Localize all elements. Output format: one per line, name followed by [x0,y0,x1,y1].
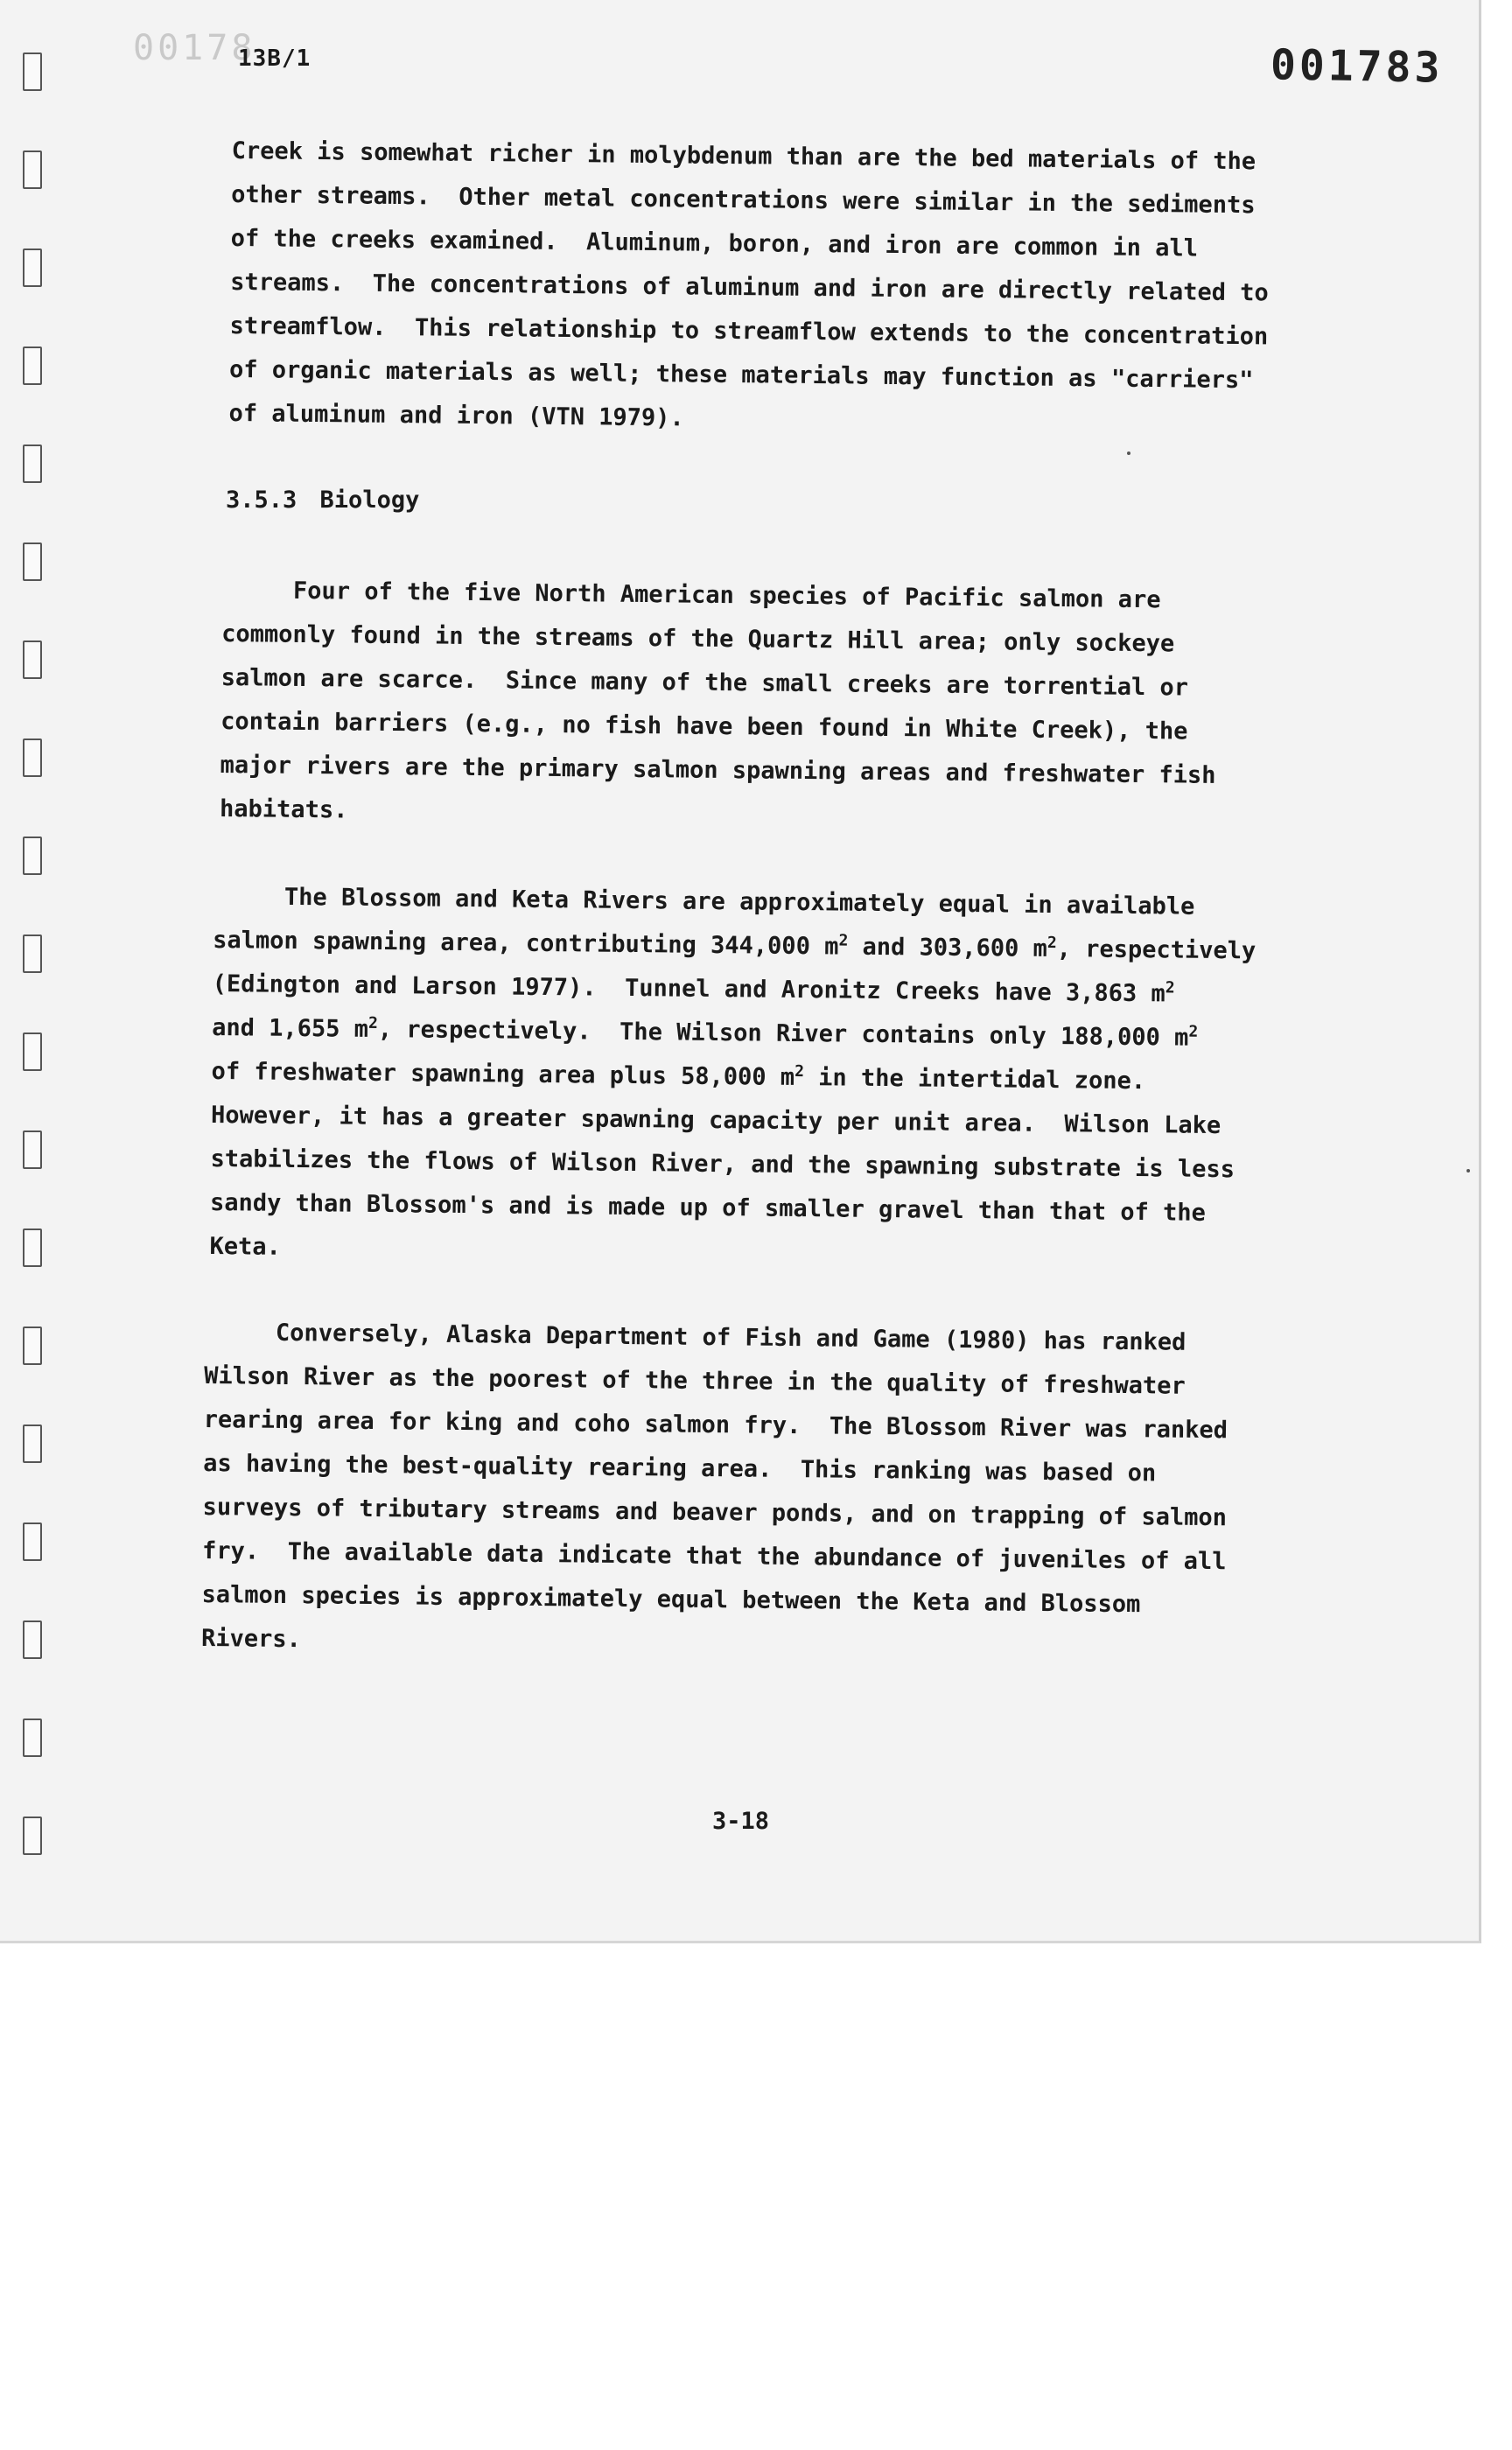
text-line: habitats. [219,794,348,824]
text-line: Wilson River as the poorest of the three in the quality of freshwater [204,1362,1186,1400]
punch-hole [23,934,42,973]
text-line: as having the best-quality rearing area. This ranking was based on [203,1449,1157,1488]
faint-stamp-number: 00178 [133,28,256,68]
paragraph-biology [220,569,1218,842]
section-number: 3.5.3 [226,486,298,514]
text-line: Rivers. [200,1624,302,1654]
section-title: Biology [319,486,420,514]
text-line: of freshwater spawning area plus 58,000 $m^2$ in the intertidal zone. [211,1057,1146,1096]
text-line: and 1,655 $m^2$, respectively. The Wilson River contains only 188,000 $m^2$ [212,1013,1199,1052]
text-line: rearing area for king and coho salmon fry. The Blossom River was ranked [203,1405,1228,1445]
text-line: salmon are scarce. Since many of the small creeks are torrential or [220,663,1189,702]
punch-hole [23,52,42,91]
section-heading [226,486,419,514]
punch-hole [23,1424,42,1463]
punch-hole [23,1620,42,1659]
punch-hole [23,248,42,287]
punch-hole [23,1816,42,1855]
paragraph-rearing-area [201,1311,1229,1671]
paragraph-spawning-area [209,875,1256,1279]
text-line: Keta. [209,1232,281,1261]
text-line: surveys of tributary streams and beaver ponds, and on trapping of salmon [202,1493,1228,1532]
punch-hole [23,1228,42,1267]
text-line: salmon species is approximately equal between the Keta and Blossom [201,1580,1141,1619]
text-line: streamflow. This relationship to streamflow extends to the concentration [229,312,1269,351]
text-line: contain barriers (e.g., no fish have been found in White Creek), the [220,707,1188,746]
text-line: other streams. Other metal concentrations were similar in the sediments [231,180,1256,220]
text-line: The Blossom and Keta Rivers are approximately equal in available [213,882,1195,920]
text-line: streams. The concentrations of aluminum and iron are directly related to [230,268,1269,307]
text-line: salmon spawning area, contributing 344,000 $m^2$ and 303,600 $m^2$, respectively [213,926,1256,965]
scan-speck [1127,452,1130,455]
punch-hole [23,1326,42,1365]
text-line: stabilizes the flows of Wilson River, and the spawning substrate is less [210,1144,1236,1184]
paragraph-sediments [228,130,1270,446]
text-line: Creek is somewhat richer in molybdenum than are the bed materials of the [231,136,1256,176]
text-line: However, it has a greater spawning capacity per unit area. Wilson Lake [210,1101,1222,1140]
text-line: major rivers are the primary salmon spawning areas and freshwater fish [220,751,1216,789]
page-number: 3-18 [712,1808,770,1835]
punch-hole [23,150,42,189]
text-line: of organic materials as well; these materials may function as "carriers" [228,355,1254,395]
text-line: of the creeks examined. Aluminum, boron, and iron are common in all [230,224,1199,262]
text-line: (Edington and Larson 1977). Tunnel and Aronitz Creeks have 3,863 $m^2$ [212,970,1175,1008]
punch-hole [23,640,42,679]
punch-hole [23,1522,42,1561]
punch-hole [23,1718,42,1757]
punch-hole [23,444,42,483]
text-line: Four of the five North American species of Pacific salmon are [221,576,1161,614]
document-id: 13B/1 [238,46,312,72]
punch-hole [23,836,42,875]
punch-hole [23,1032,42,1071]
text-line: commonly found in the streams of the Quartz Hill area; only sockeye [221,620,1175,658]
punch-hole [23,346,42,385]
text-line: fry. The available data indicate that the abundance of juveniles of all [201,1536,1227,1576]
punch-hole [23,1130,42,1169]
stamp-number: 001783 [1270,40,1444,93]
text-line: sandy than Blossom's and is made up of smaller gravel than that of the [209,1188,1207,1227]
punch-hole [23,738,42,777]
text-line: Conversely, Alaska Department of Fish and Game (1980) has ranked [204,1318,1186,1356]
punch-hole [23,542,42,581]
text-line: of aluminum and iron (VTN 1979). [228,399,684,432]
scan-speck [1466,1169,1470,1172]
